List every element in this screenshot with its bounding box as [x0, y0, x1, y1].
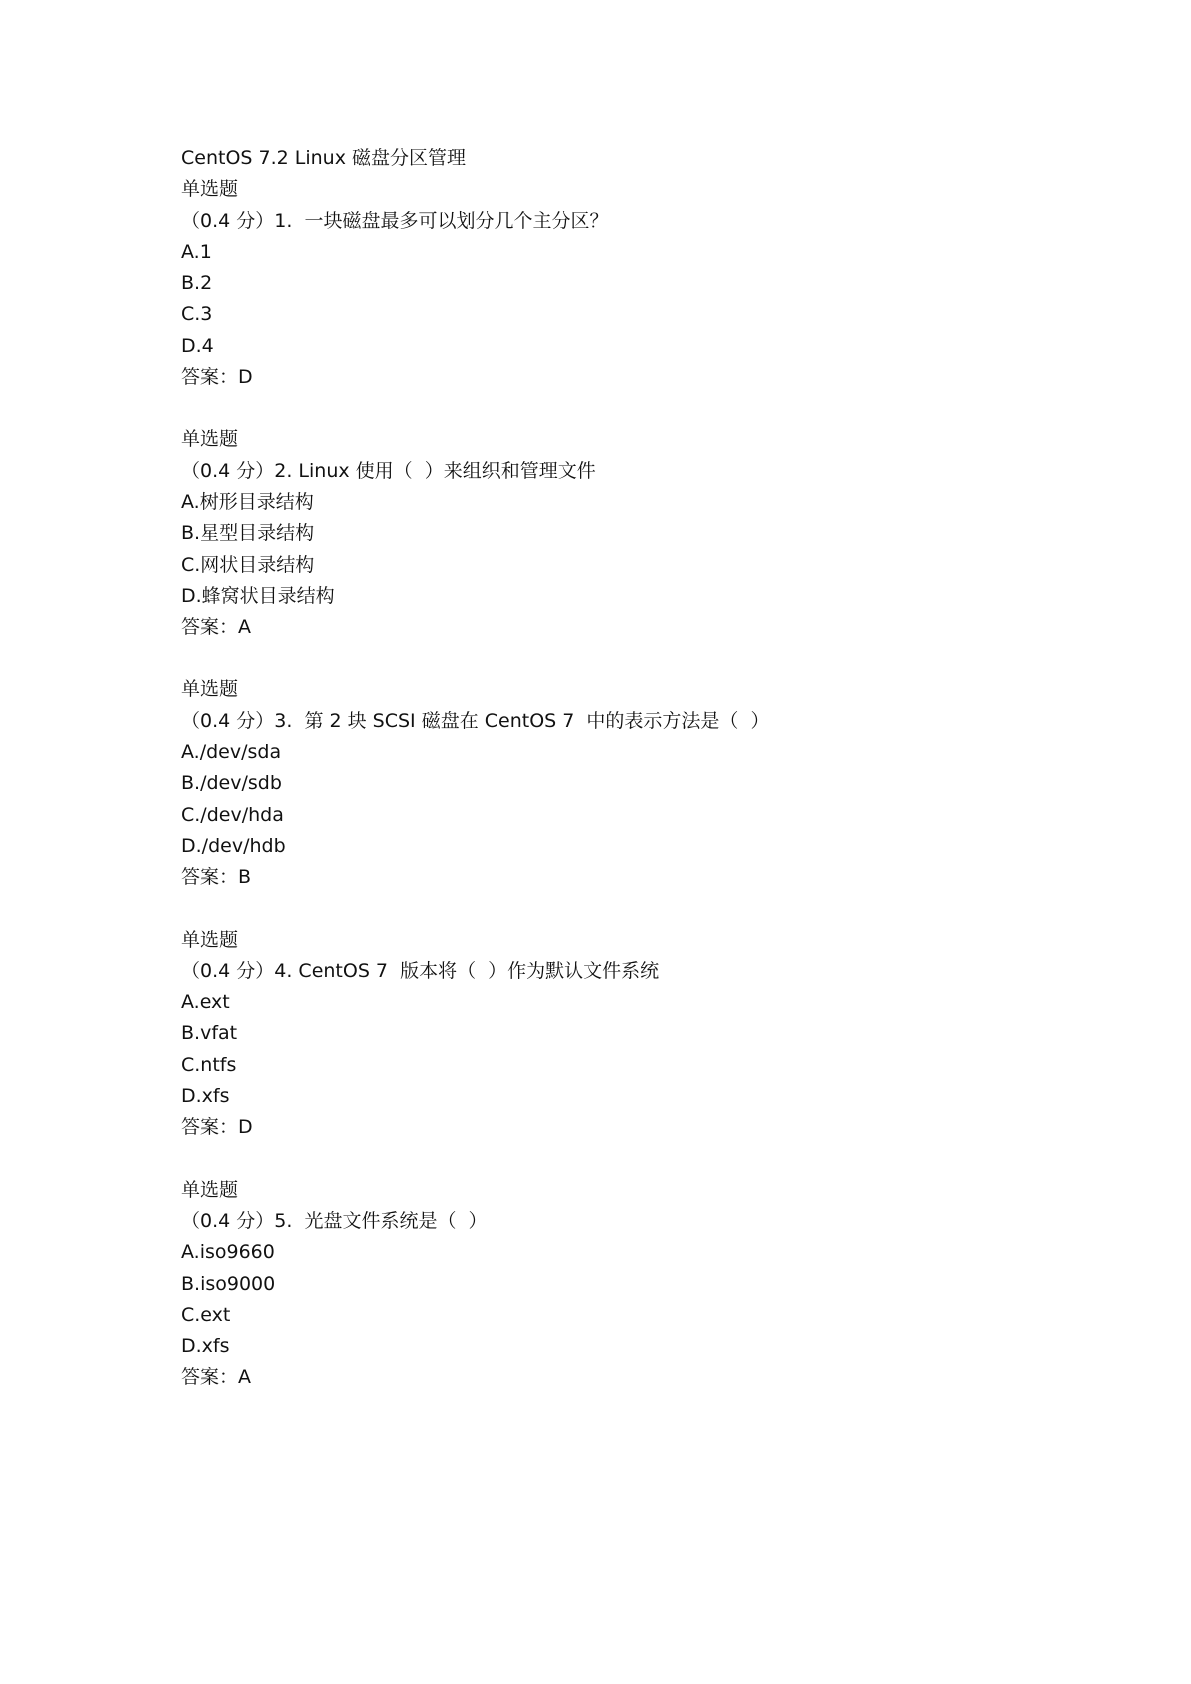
option-a: A.1 [181, 240, 212, 263]
question-stem: （0.4 分）1. 一块磁盘最多可以划分几个主分区？ [181, 209, 609, 232]
question-type: 单选题 [181, 428, 239, 451]
document-body [181, 143, 1031, 1394]
question-block [181, 1175, 1031, 1394]
option-d: D.xfs [181, 1085, 230, 1108]
option-b: B.iso9000 [181, 1272, 276, 1295]
answer-line: 答案：B [181, 866, 252, 889]
option-d: D./dev/hdb [181, 834, 286, 857]
answer-line: 答案：A [181, 616, 251, 639]
option-b: B.vfat [181, 1022, 238, 1045]
option-c: C./dev/hda [181, 803, 284, 826]
option-d: D.4 [181, 334, 214, 357]
option-a: A.ext [181, 991, 230, 1014]
option-a: A./dev/sda [181, 741, 282, 764]
question-stem: （0.4 分）2. Linux 使用（ ）来组织和管理文件 [181, 459, 596, 482]
document-title: CentOS 7.2 Linux 磁盘分区管理 [181, 147, 466, 169]
option-b: B.2 [181, 272, 213, 295]
question-block [181, 174, 1031, 393]
option-d: D.xfs [181, 1335, 230, 1358]
answer-line: 答案：A [181, 1366, 251, 1389]
option-c: C.ntfs [181, 1053, 237, 1076]
question-stem: （0.4 分）4. CentOS 7 版本将（ ）作为默认文件系统 [181, 959, 660, 982]
question-type: 单选题 [181, 928, 239, 951]
option-b: B./dev/sdb [181, 772, 282, 795]
option-a: A.树形目录结构 [181, 490, 314, 513]
question-block [181, 925, 1031, 1144]
option-c: C.网状目录结构 [181, 553, 315, 576]
option-d: D.蜂窝状目录结构 [181, 584, 335, 607]
question-stem: （0.4 分）3. 第 2 块 SCSI 磁盘在 CentOS 7 中的表示方法是（ ） [181, 709, 770, 732]
question-type: 单选题 [181, 178, 239, 201]
option-a: A.iso9660 [181, 1241, 275, 1264]
question-type: 单选题 [181, 678, 239, 701]
option-c: C.ext [181, 1303, 231, 1326]
option-c: C.3 [181, 303, 213, 326]
answer-line: 答案：D [181, 366, 253, 389]
answer-line: 答案：D [181, 1116, 253, 1139]
option-b: B.星型目录结构 [181, 522, 315, 545]
question-stem: （0.4 分）5. 光盘文件系统是（ ） [181, 1209, 488, 1232]
question-block [181, 674, 1031, 893]
question-type: 单选题 [181, 1178, 239, 1201]
question-block [181, 424, 1031, 643]
